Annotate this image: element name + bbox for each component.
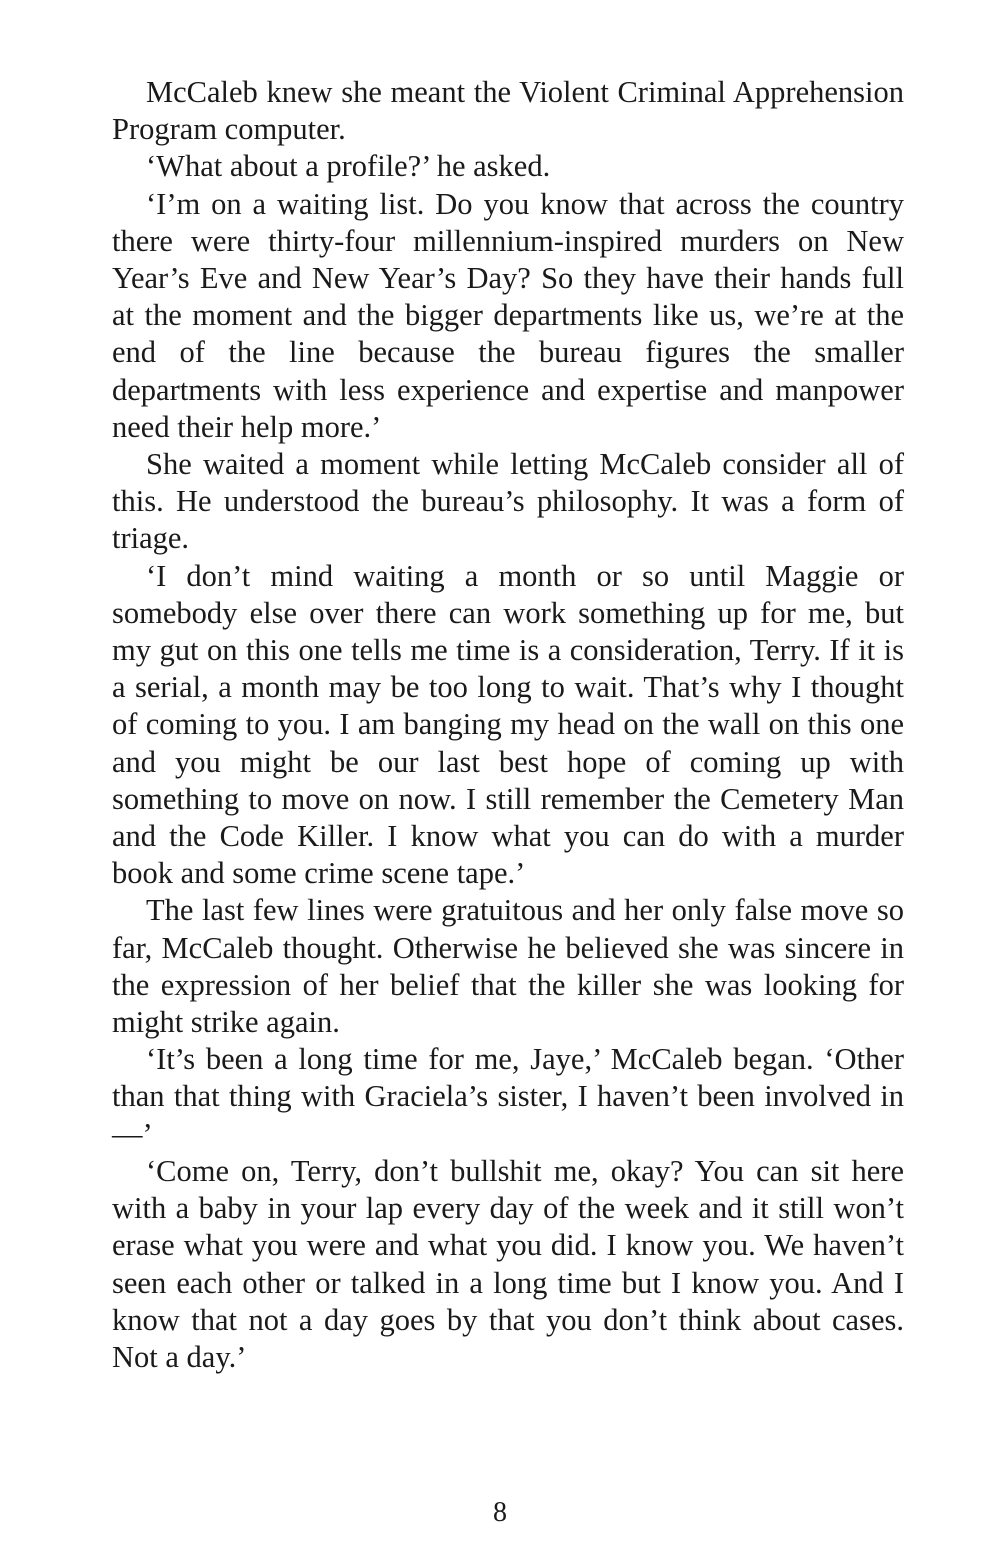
paragraph: The last few lines were gratuitous and her only false move so far, McCaleb thought. Otherwise he believed she was sincere in the expression of her belief that the killer she was looking for might strike again.: [112, 893, 904, 1040]
paragraph: ‘I’m on a waiting list. Do you know that across the country there were thirty-four millennium-inspired murders on New Year’s Eve and New Year’s Day? So they have their hands full at the moment and the bigger departments like us, we’re at the end of the line because the bureau figures the smaller departments with less experience and expertise and manpower need their help more.’: [112, 186, 904, 444]
paragraph: ‘It’s been a long time for me, Jaye,’ McCaleb began. ‘Other than that thing with Graciela’s sister, I haven’t been involved in—’: [112, 1042, 904, 1151]
page-body: [112, 74, 904, 1376]
paragraph: ‘Come on, Terry, don’t bullshit me, okay? You can sit here with a baby in your lap every day of the week and it still won’t erase what you were and what you did. I know you. We haven’t seen each other or talked in a long time but I know you. And I know that not a day goes by that you don’t think about cases. Not a day.’: [112, 1153, 904, 1374]
paragraph: ‘What about a profile?’ he asked.: [146, 149, 551, 184]
paragraph: ‘I don’t mind waiting a month or so until Maggie or somebody else over there can work something up for me, but my gut on this one tells me time is a consideration, Terry. If it is a serial, a month may be too long to wait. That’s why I thought of coming to you. I am banging my head on the wall on this one and you might be our last best hope of coming up with something to move on now. I still remember the Cemetery Man and the Code Killer. I know what you can do with a murder book and some crime scene tape.’: [112, 558, 904, 891]
paragraph: McCaleb knew she meant the Violent Criminal Apprehension Program computer.: [112, 75, 904, 147]
page-number: 8: [493, 1497, 507, 1528]
paragraph: She waited a moment while letting McCaleb consider all of this. He understood the bureau’s philosophy. It was a form of triage.: [112, 447, 904, 556]
